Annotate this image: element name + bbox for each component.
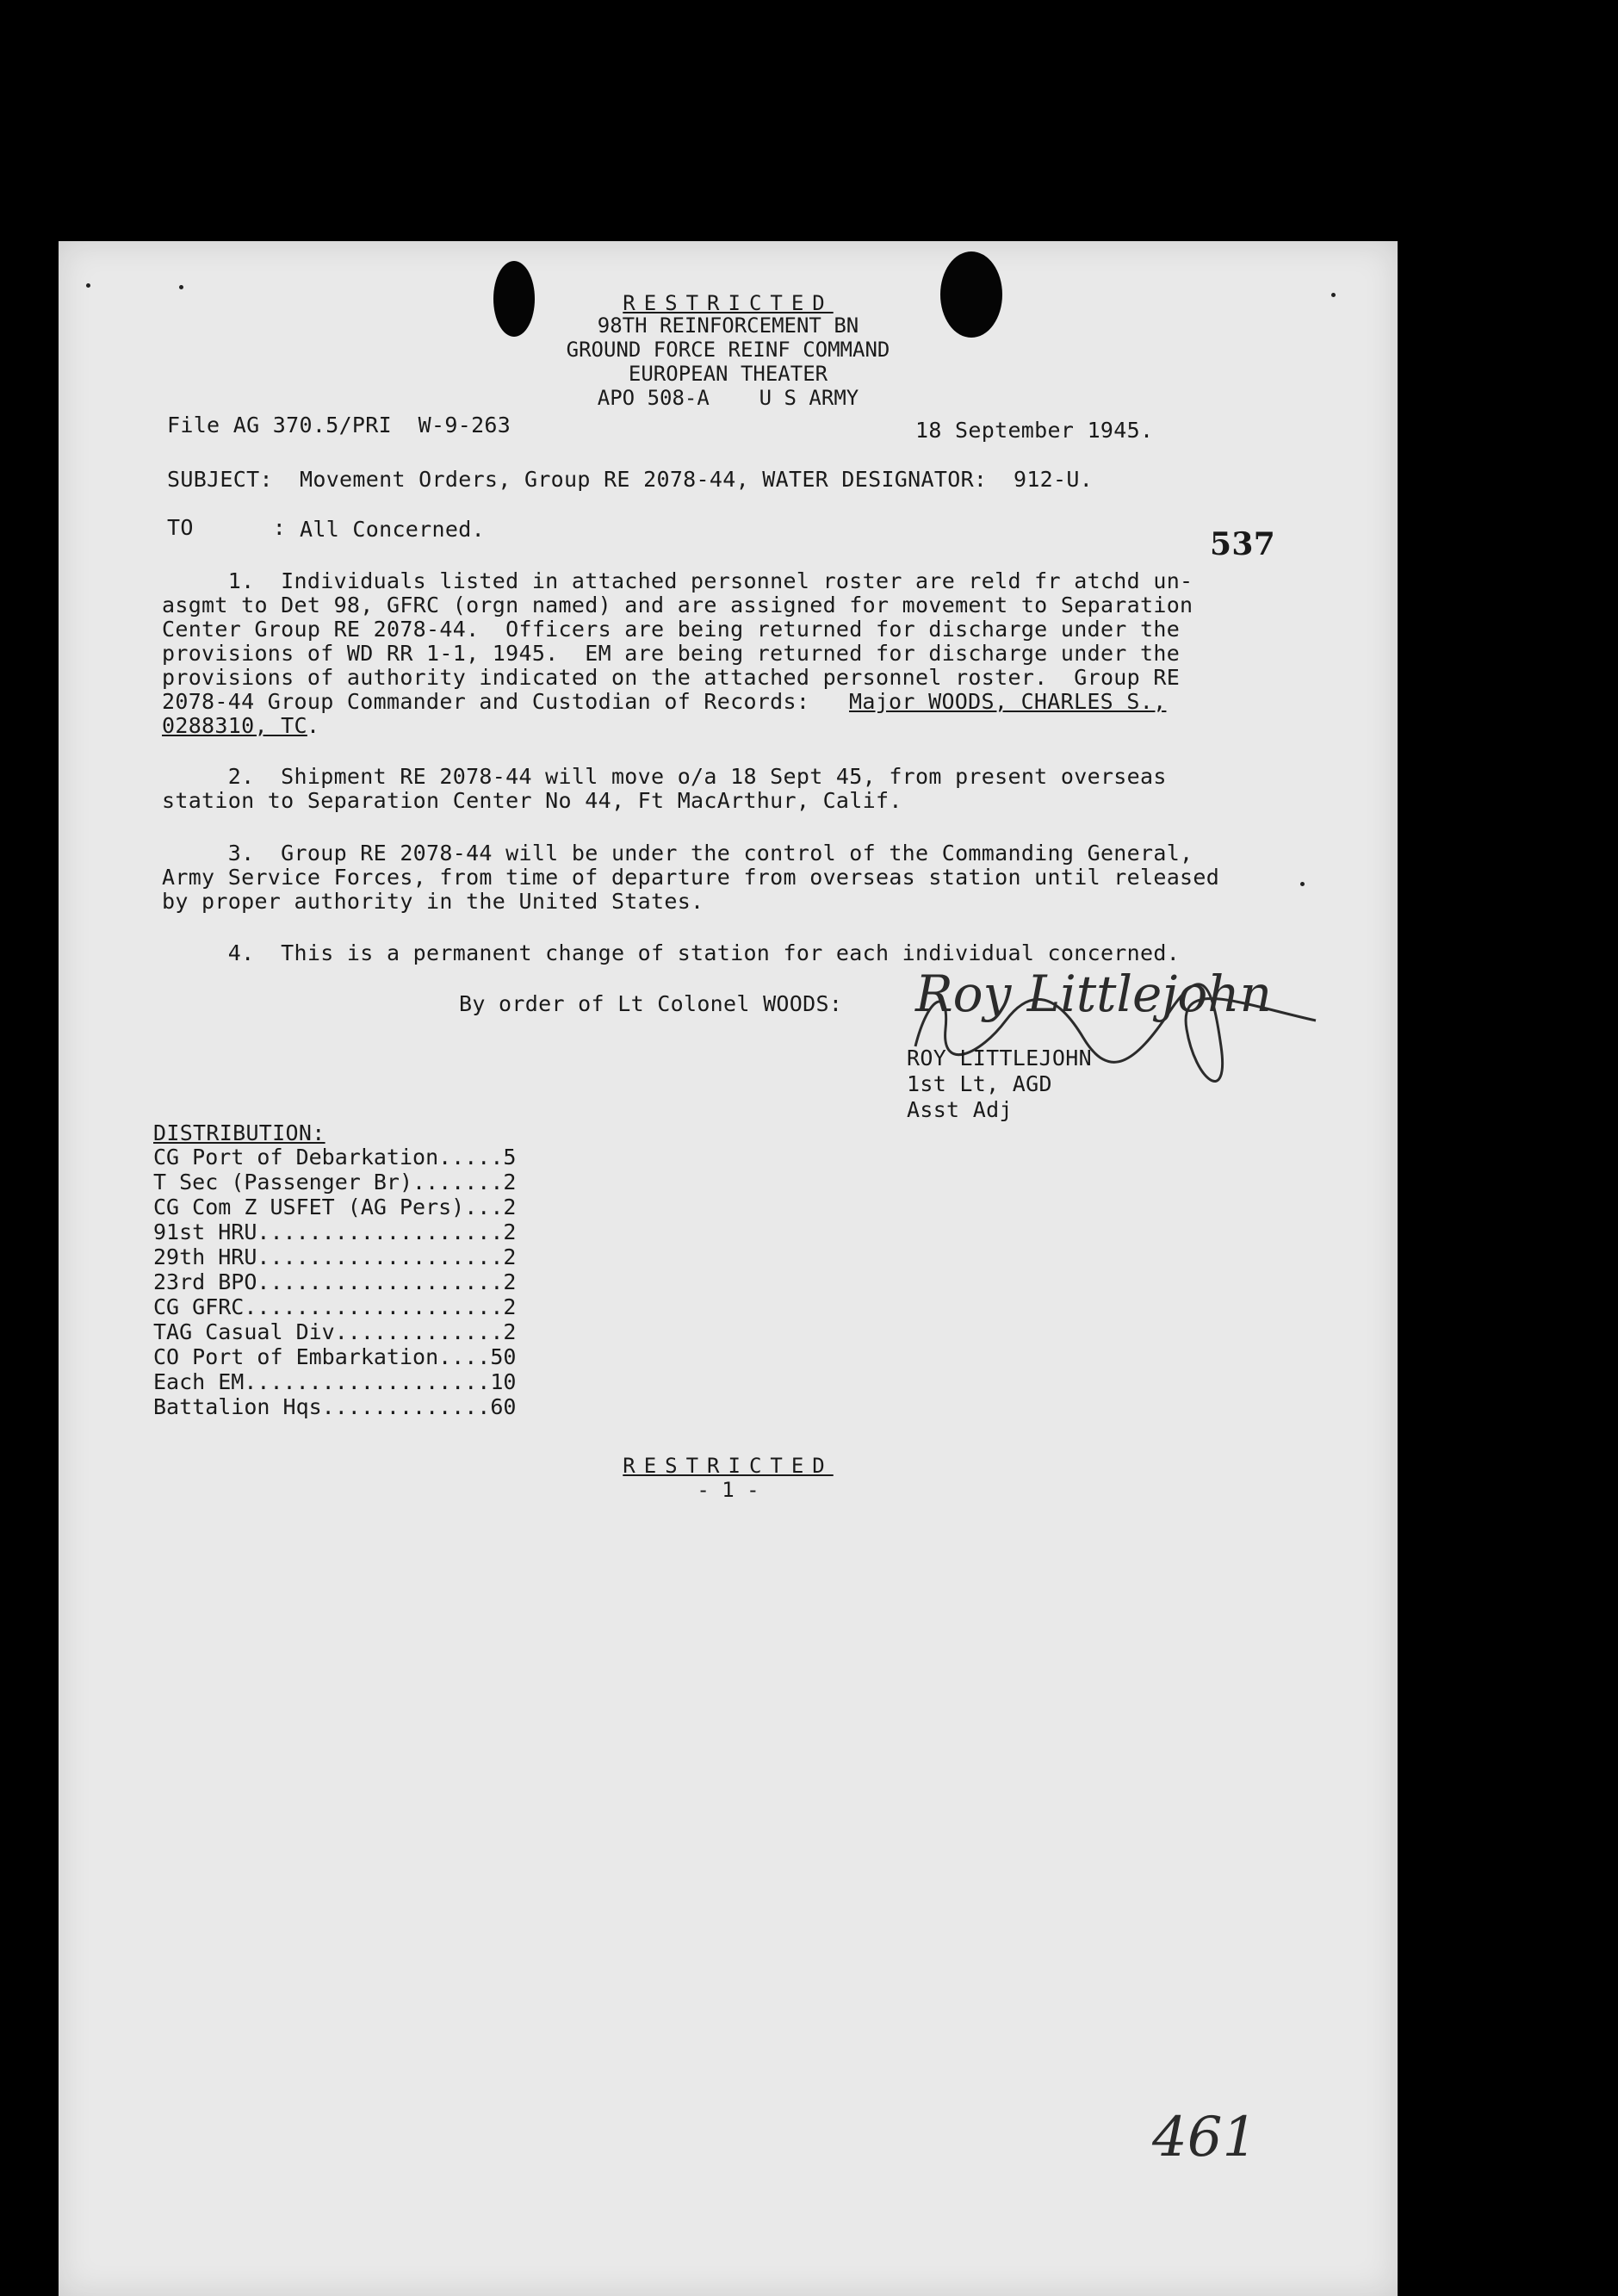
unit-name: 98TH REINFORCEMENT BN bbox=[597, 313, 859, 338]
speck bbox=[1300, 882, 1305, 886]
apo-line: APO 508-A U S ARMY bbox=[597, 386, 859, 410]
distribution-row: CO Port of Embarkation....50 bbox=[153, 1344, 517, 1369]
distribution-row: T Sec (Passenger Br).......2 bbox=[153, 1170, 517, 1195]
custodian-period: . bbox=[307, 713, 320, 738]
paragraph-4: 4. This is a permanent change of station for each individual concerned. bbox=[162, 940, 1181, 965]
distribution-row: CG Port of Debarkation.....5 bbox=[153, 1145, 517, 1170]
paragraph-2-line: station to Separation Center No 44, Ft MacArthur, Calif. bbox=[162, 788, 902, 813]
custodian-serial: 0288310, TC bbox=[162, 713, 307, 738]
signer-name: ROY LITTLEJOHN bbox=[907, 1046, 1092, 1070]
custodian-name: Major WOODS, CHARLES S., bbox=[849, 689, 1167, 714]
handwritten-signature: Roy Littlejohn bbox=[915, 965, 1272, 1023]
distribution-row: TAG Casual Div.............2 bbox=[153, 1319, 517, 1344]
classification-top: RESTRICTED bbox=[623, 291, 834, 315]
paragraph-1-line: 2078-44 Group Commander and Custodian of Records: bbox=[162, 689, 823, 714]
distribution-row: 91st HRU...................2 bbox=[153, 1219, 517, 1244]
speck bbox=[179, 285, 183, 289]
signer-rank: 1st Lt, AGD bbox=[907, 1071, 1052, 1096]
distribution-row: CG GFRC....................2 bbox=[153, 1294, 517, 1319]
signer-title: Asst Adj bbox=[907, 1097, 1013, 1122]
paragraph-1-line: 1. Individuals listed in attached personnel roster are reld fr atchd un- bbox=[162, 568, 1193, 593]
paragraph-1-line: provisions of authority indicated on the attached personnel roster. Group RE bbox=[162, 665, 1181, 690]
paragraph-3-line: by proper authority in the United States. bbox=[162, 889, 704, 914]
paragraph-1-line: Center Group RE 2078-44. Officers are being returned for discharge under the bbox=[162, 617, 1181, 642]
distribution-row: 23rd BPO...................2 bbox=[153, 1269, 517, 1294]
handwritten-number: 461 bbox=[1152, 2106, 1258, 2169]
classification-bottom: RESTRICTED bbox=[623, 1454, 834, 1478]
distribution-heading: DISTRIBUTION: bbox=[153, 1120, 325, 1145]
subject-text: Movement Orders, Group RE 2078-44, WATER DESIGNATOR: 912-U. bbox=[300, 467, 1094, 492]
paragraph-3-line: 3. Group RE 2078-44 will be under the control of the Commanding General, bbox=[162, 841, 1193, 866]
command-name: GROUND FORCE REINF COMMAND bbox=[566, 338, 890, 362]
file-reference: File AG 370.5/PRI W-9-263 bbox=[167, 413, 511, 437]
subject-label: SUBJECT: bbox=[167, 467, 273, 492]
to-text: All Concerned. bbox=[300, 517, 485, 542]
document-page bbox=[59, 241, 1398, 2296]
page-number: - 1 - bbox=[697, 1478, 759, 1502]
distribution-row: CG Com Z USFET (AG Pers)...2 bbox=[153, 1195, 517, 1219]
paragraph-3-line: Army Service Forces, from time of departure from overseas station until released bbox=[162, 865, 1220, 890]
by-order-line: By order of Lt Colonel WOODS: bbox=[459, 991, 843, 1016]
to-label: TO : bbox=[167, 515, 287, 540]
paragraph-1-line: provisions of WD RR 1-1, 1945. EM are being returned for discharge under the bbox=[162, 641, 1181, 666]
distribution-row: Battalion Hqs.............60 bbox=[153, 1394, 517, 1419]
distribution-row: 29th HRU...................2 bbox=[153, 1244, 517, 1269]
paragraph-2-line: 2. Shipment RE 2078-44 will move o/a 18 Sept 45, from present overseas bbox=[162, 764, 1167, 789]
distribution-row: Each EM...................10 bbox=[153, 1369, 517, 1394]
speck bbox=[86, 283, 90, 288]
paragraph-1-line: asgmt to Det 98, GFRC (orgn named) and are assigned for movement to Separation bbox=[162, 593, 1193, 617]
page-stamp: 537 bbox=[1210, 526, 1276, 562]
document-date: 18 September 1945. bbox=[915, 418, 1154, 443]
theater-name: EUROPEAN THEATER bbox=[628, 362, 828, 386]
